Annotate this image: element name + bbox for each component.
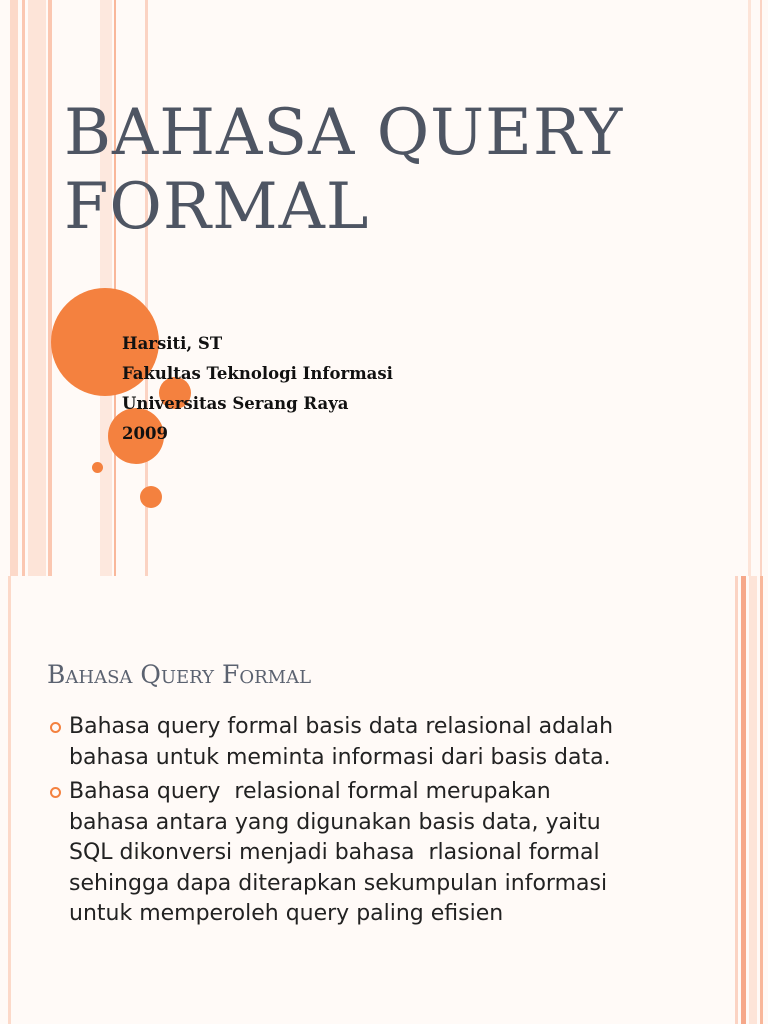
year-text: 2009: [122, 424, 168, 443]
slide-subtitle: [122, 329, 393, 449]
bullet-line: sehingga dapa diterapkan sekumpulan informasi: [69, 870, 608, 896]
decor-stripe: [735, 576, 738, 1024]
bullet-icon: [50, 722, 61, 733]
slide-title-text: [64, 96, 744, 244]
decor-stripe: [760, 576, 763, 1024]
decor-stripe: [8, 576, 11, 1024]
bullet-line: untuk memperoleh query paling efisien: [69, 901, 504, 926]
decor-stripe: [741, 576, 746, 1024]
bullet-line: Bahasa query formal basis data relasional adalah: [69, 714, 614, 739]
bullet-line: bahasa untuk meminta informasi dari basis data.: [69, 744, 611, 770]
title-line: FORMAL: [64, 170, 370, 244]
decor-stripe: [48, 0, 52, 576]
bullet-line: bahasa antara yang digunakan basis data, yaitu: [69, 809, 601, 835]
bullet-line: SQL dikonversi menjadi bahasa rlasional formal: [69, 840, 600, 865]
list-item: [50, 712, 710, 773]
bullet-list: [50, 712, 710, 934]
title-line: BAHASA QUERY: [64, 96, 624, 170]
bullet-icon: [50, 787, 61, 798]
decor-stripe: [748, 0, 751, 576]
decor-stripe: [749, 576, 757, 1024]
bullet-line: Bahasa query relasional formal merupakan: [69, 779, 551, 804]
decor-stripe: [760, 0, 762, 576]
decor-circle-icon: [140, 486, 162, 508]
decor-stripe: [22, 0, 25, 576]
slide-content: [0, 576, 768, 1024]
list-item: [50, 777, 710, 930]
faculty-name: Fakultas Teknologi Informasi: [122, 364, 393, 383]
university-name: Universitas Serang Raya: [122, 394, 349, 413]
decor-stripe: [10, 0, 18, 576]
slide-heading: Bahasa Query Formal: [47, 660, 312, 689]
decor-stripe: [28, 0, 46, 576]
decor-circle-icon: [92, 462, 103, 473]
author-name: Harsiti, ST: [122, 334, 223, 353]
